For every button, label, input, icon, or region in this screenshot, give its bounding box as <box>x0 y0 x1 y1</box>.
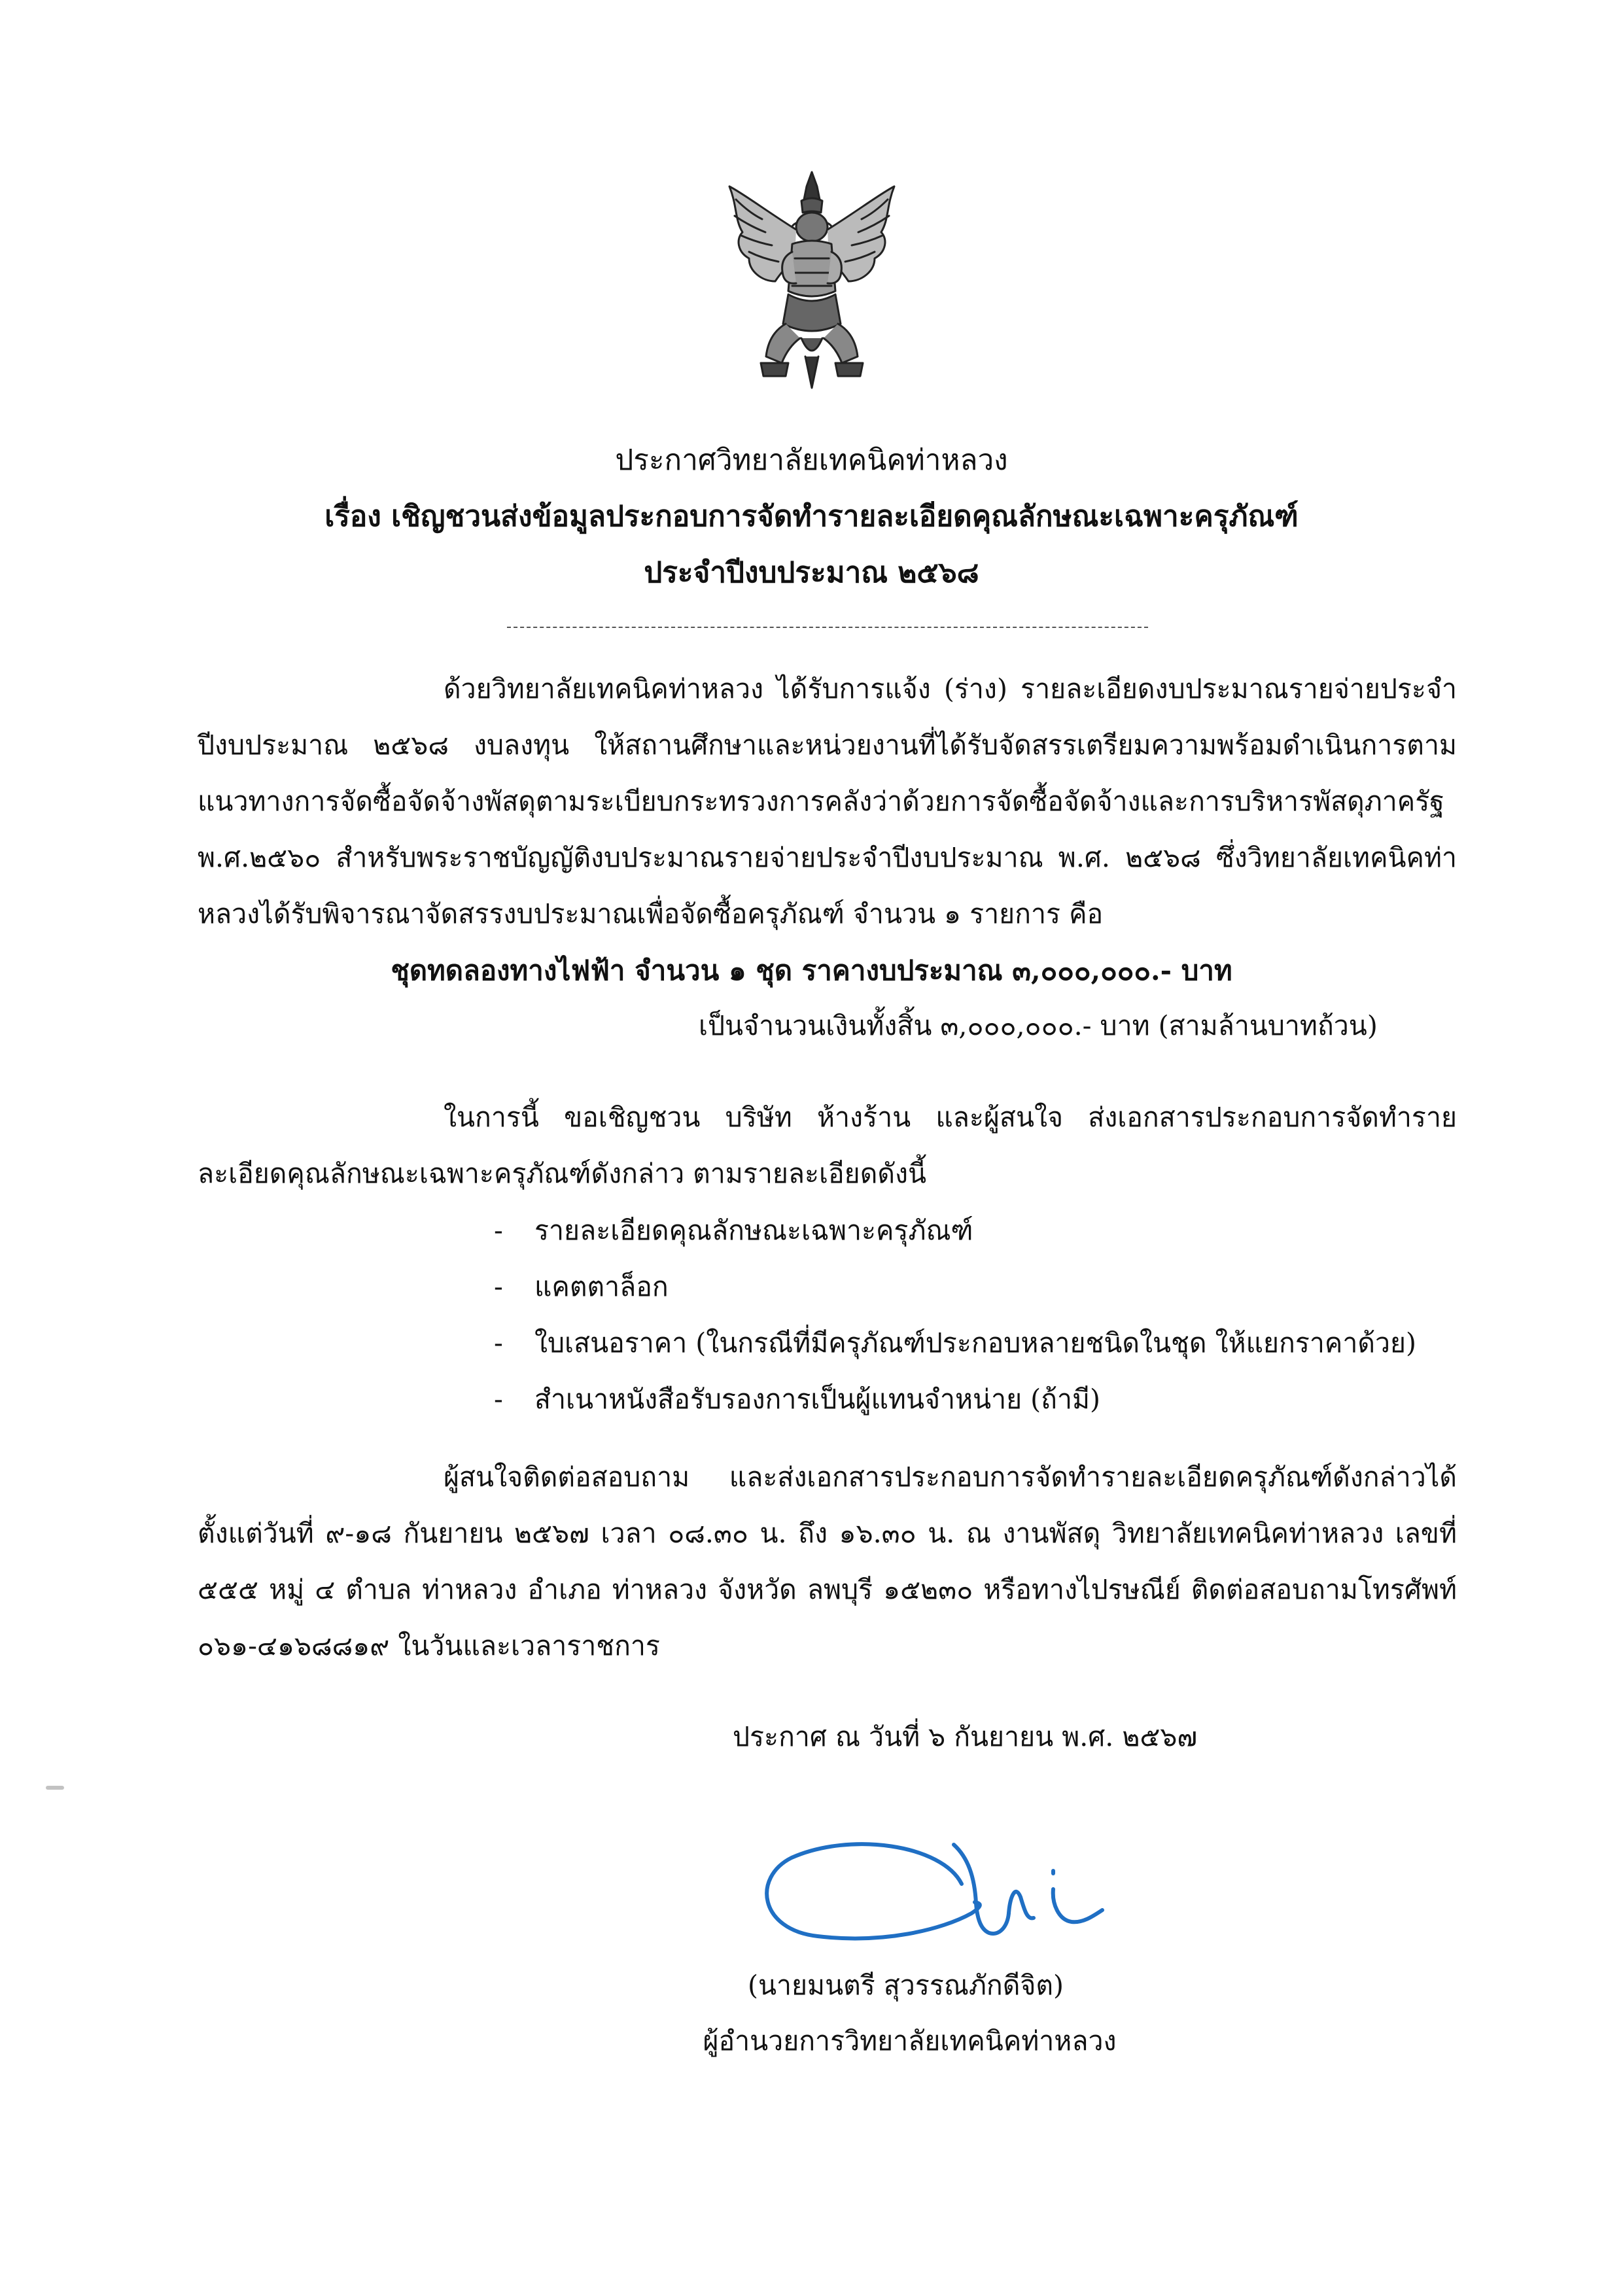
announcement-date: ประกาศ ณ วันที่ ๖ กันยายน พ.ศ. ๒๕๖๗ <box>733 1721 1198 1752</box>
equipment-item-line: ชุดทดลองทางไฟฟ้า จำนวน ๑ ชุด ราคางบประมาณ ๓,๐๐๐,๐๐๐.- บาท <box>391 954 1232 986</box>
signer-position: ผู้อำนวยการวิทยาลัยเทคนิคท่าหลวง <box>703 2025 1117 2057</box>
body-paragraph-1 <box>198 661 1457 942</box>
paragraph-text: ผู้สนใจติดต่อสอบถาม และส่งเอกสารประกอบการจัดทำรายละเอียดครุภัณฑ์ดังกล่าวได้ตั้งแต่วันที่ ๙-๑๘ กันยายน ๒๕๖๗ เวลา ๐๘.๓๐ น. ถึง ๑๖.๓๐ น. ณ งานพัสดุ วิทยาลัยเทคนิคท่าหลวง เลขที่ ๕๕๕ หมู่ ๔ ตำบล ท่าหลวง อำเภอ ท่าหลวง จังหวัด ลพบุรี ๑๕๒๓๐ หรือทางไปรษณีย์ ติดต่อสอบถามโทรศัพท์ ๐๖๑-๔๑๖๘๘๑๙ ในวันและเวลาราชการ <box>198 1461 1457 1661</box>
garuda-emblem-icon <box>723 167 901 392</box>
announcement-heading: ประกาศวิทยาลัยเทคนิคท่าหลวง <box>615 444 1008 477</box>
list-item-text: รายละเอียดคุณลักษณะเฉพาะครุภัณฑ์ <box>534 1215 973 1246</box>
list-bullet: - <box>494 1271 503 1302</box>
list-item <box>494 1259 1416 1315</box>
required-documents-list <box>494 1202 1416 1427</box>
handwritten-signature <box>746 1805 1138 1962</box>
list-item <box>494 1371 1416 1427</box>
body-paragraph-3 <box>198 1449 1457 1674</box>
list-bullet: - <box>494 1215 503 1246</box>
list-item-text: ใบเสนอราคา (ในกรณีที่มีครุภัณฑ์ประกอบหลายชนิดในชุด ให้แยกราคาด้วย) <box>534 1327 1417 1359</box>
list-item <box>494 1315 1416 1371</box>
signer-name: (นายมนตรี สุวรรณภักดีจิต) <box>747 1970 1064 2001</box>
fiscal-year-line: ประจำปีงบประมาณ ๒๕๖๘ <box>644 556 979 589</box>
body-paragraph-2 <box>198 1089 1457 1202</box>
separator-line <box>507 627 1148 628</box>
list-bullet: - <box>494 1327 503 1359</box>
paragraph-text: ในการนี้ ขอเชิญชวน บริษัท ห้างร้าน และผู้สนใจ ส่งเอกสารประกอบการจัดทำรายละเอียดคุณลักษณะเฉพาะครุภัณฑ์ดังกล่าว ตามรายละเอียดดังนี้ <box>198 1102 1457 1189</box>
list-bullet: - <box>494 1383 503 1415</box>
paragraph-text: ด้วยวิทยาลัยเทคนิคท่าหลวง ได้รับการแจ้ง (ร่าง) รายละเอียดงบประมาณรายจ่ายประจำปีงบประมาณ ๒๕๖๘ งบลงทุน ให้สถานศึกษาและหน่วยงานที่ได้รับจัดสรรเตรียมความพร้อมดำเนินการตามแนวทางการจัดซื้อจัดจ้างพัสดุตามระเบียบกระทรวงการคลังว่าด้วยการจัดซื้อจัดจ้างและการบริหารพัสดุภาครัฐ พ.ศ.๒๕๖๐ สำหรับพระราชบัญญัติงบประมาณรายจ่ายประจำปีงบประมาณ พ.ศ. ๒๕๖๘ ซึ่งวิทยาลัยเทคนิคท่าหลวงได้รับพิจารณาจัดสรรงบประมาณเพื่อจัดซื้อครุภัณฑ์ จำนวน ๑ รายการ คือ <box>198 673 1457 930</box>
scan-artifact <box>46 1786 64 1790</box>
total-amount-line: เป็นจำนวนเงินทั้งสิ้น ๓,๐๐๐,๐๐๐.- บาท (สามล้านบาทถ้วน) <box>699 1010 1378 1041</box>
list-item-text: สำเนาหนังสือรับรองการเป็นผู้แทนจำหน่าย (ถ้ามี) <box>534 1383 1101 1415</box>
announcement-subject: เรื่อง เชิญชวนส่งข้อมูลประกอบการจัดทำรายละเอียดคุณลักษณะเฉพาะครุภัณฑ์ <box>324 500 1299 533</box>
list-item-text: แคตตาล็อก <box>534 1271 669 1302</box>
list-item <box>494 1202 1416 1259</box>
